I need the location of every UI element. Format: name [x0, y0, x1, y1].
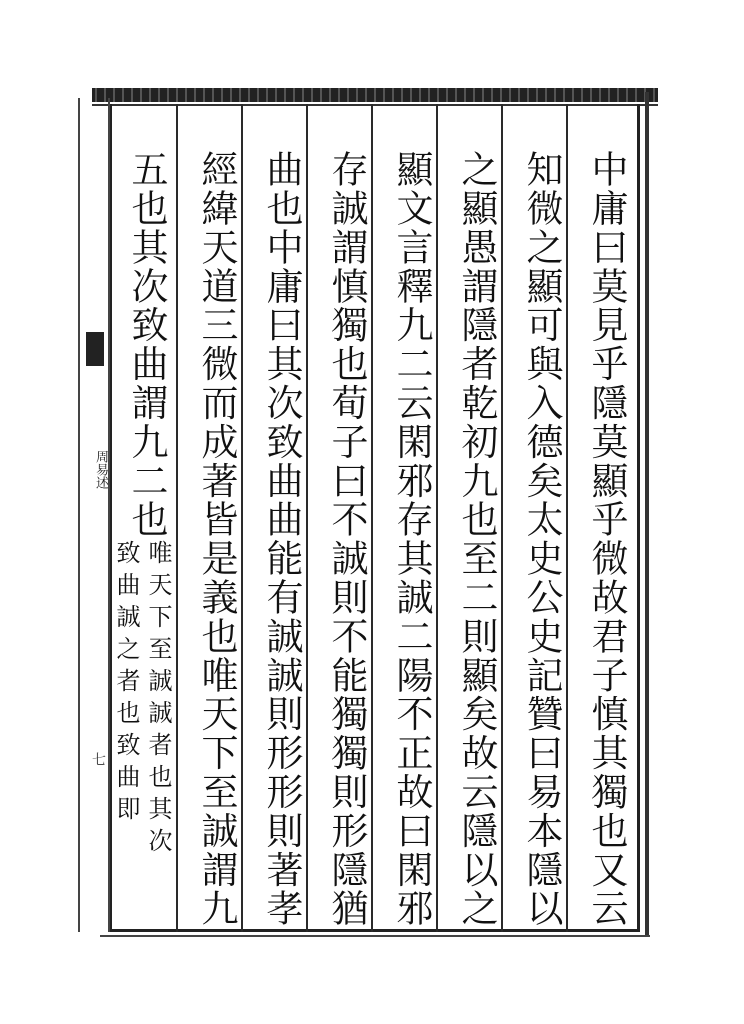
commentary-right: 唯天下至誠誠者也其次 — [144, 540, 172, 860]
text-column-2: 知微之顯可與入德矣太史公史記贊曰易本隱以 — [520, 150, 563, 928]
top-border — [92, 88, 658, 102]
text-column-6: 曲也中庸曰其次致曲曲能有誠誠則形形則著孝 — [260, 150, 303, 928]
spine-title: 周易述 — [93, 450, 108, 489]
commentary-left: 致曲誠之者也致曲即 — [112, 540, 140, 828]
spine-margin — [78, 98, 110, 932]
text-column-1: 中庸曰莫見乎隱莫顯乎微故君子慎其獨也又云 — [585, 150, 628, 928]
text-column-4: 顯文言釋九二云閑邪存其誠二陽不正故曰閑邪 — [390, 150, 433, 928]
right-frame-edge — [645, 92, 649, 937]
text-column-8: 五也其次致曲謂九二也 — [125, 150, 168, 539]
fishtail-mark — [86, 332, 104, 366]
bottom-frame-edge — [100, 935, 650, 937]
text-column-5: 存誠謂慎獨也荀子曰不誠則不能獨獨則形隱猶 — [325, 150, 368, 928]
text-column-3: 之顯愚謂隱者乾初九也至二則顯矣故云隱以之 — [455, 150, 498, 928]
spine-page-number: 七 — [90, 752, 106, 766]
column-divider — [176, 104, 178, 932]
text-column-7: 經緯天道三微而成著皆是義也唯天下至誠謂九 — [195, 150, 238, 928]
